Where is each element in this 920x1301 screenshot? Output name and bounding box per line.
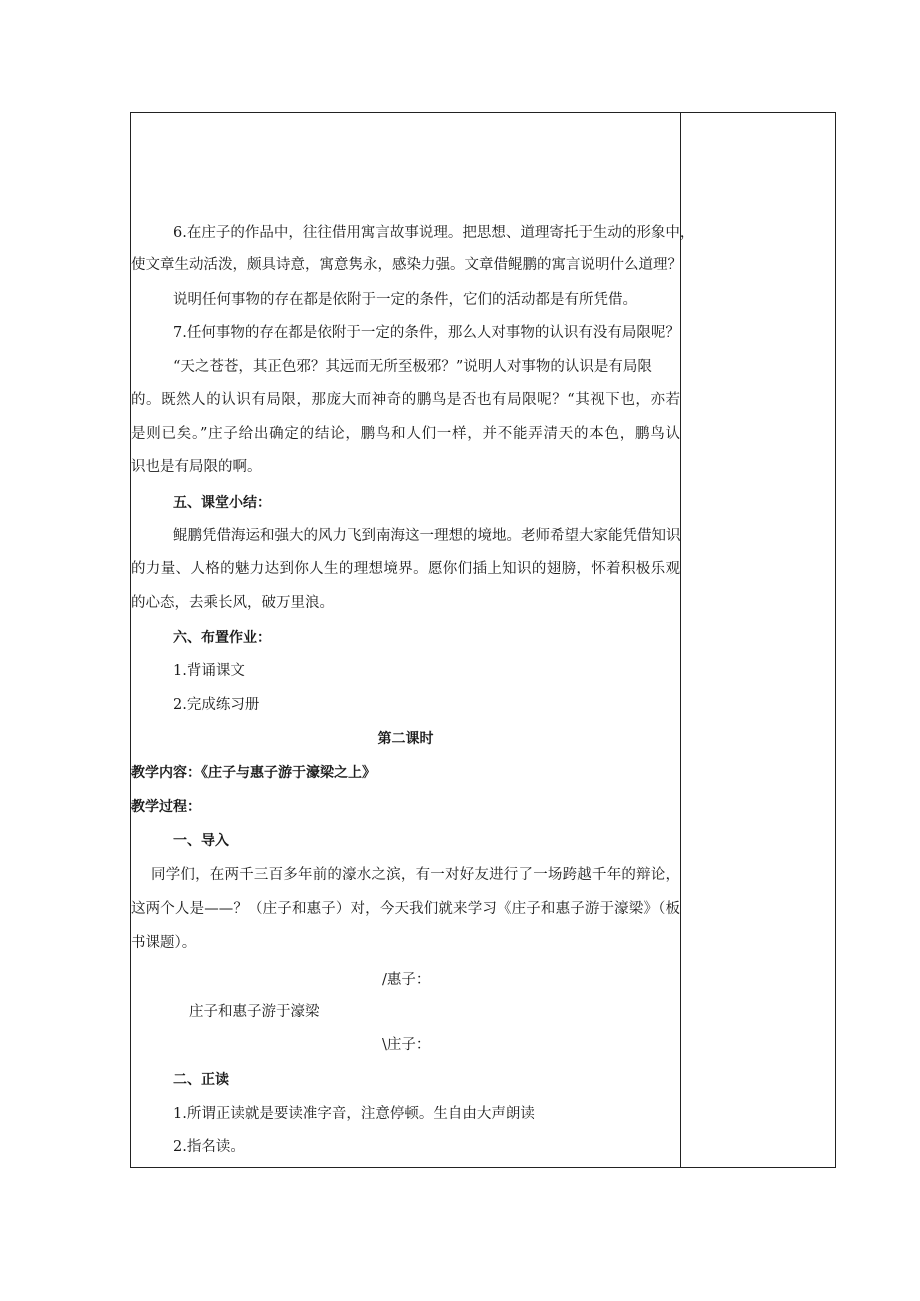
heading-intro: 一、导入: [173, 833, 229, 849]
homework-item-1: 1.背诵课文: [173, 663, 245, 679]
reading-item-2: 2.指名读。: [173, 1139, 245, 1155]
answer-7-line-1: “天之苍苍，其正色邪？其远而无所至极邪？”说明人对事物的认识是有局限: [173, 359, 652, 375]
lesson-plan-table: [130, 112, 836, 1168]
teaching-content-label: 教学内容：《庄子与惠子游于濠梁之上》: [131, 765, 376, 781]
question-6: 6.在庄子的作品中，往往借用寓言故事说理。把思想、道理寄托于生动的形象中，: [173, 225, 695, 241]
intro-line-3: 书课题）。: [131, 935, 197, 951]
teaching-process-label: 教学过程：: [131, 799, 201, 815]
question-7: 7.任何事物的存在都是依附于一定的条件，那么人对事物的认识有没有局限呢？: [173, 325, 680, 341]
board-plan-top: /惠子：: [382, 972, 431, 988]
heading-summary: 五、课堂小结：: [173, 495, 271, 511]
answer-7-line-4: 识也是有局限的啊。: [131, 459, 262, 475]
answer-7-line-2: 的。既然人的认识有局限，那庞大而神奇的鹏鸟是否也有局限呢？“其视下也，亦若: [131, 392, 680, 408]
intro-line-2: 这两个人是——？（庄子和惠子）对，今天我们就来学习《庄子和惠子游于濠梁》（板: [131, 901, 680, 917]
answer-7-line-3: 是则已矣。”庄子给出确定的结论，鹏鸟和人们一样，并不能弄清天的本色，鹏鸟认: [131, 426, 680, 442]
summary-line-3: 的心态，去乘长风，破万里浪。: [131, 595, 334, 611]
summary-line-1: 鲲鹏凭借海运和强大的风力飞到南海这一理想的境地。老师希望大家能凭借知识: [173, 528, 681, 544]
period-title: 第二课时: [377, 731, 434, 747]
homework-item-2: 2.完成练习册: [173, 697, 260, 713]
intro-line-1: 同学们，在两千三百多年前的濠水之滨，有一对好友进行了一场跨越千年的辩论，: [151, 867, 680, 883]
heading-reading: 二、正读: [173, 1072, 229, 1088]
summary-line-2: 的力量、人格的魅力达到你人生的理想境界。愿你们插上知识的翅膀，怀着积极乐观: [131, 561, 680, 577]
question-6-continued: 使文章生动活泼，颇具诗意，寓意隽永，感染力强。文章借鲲鹏的寓言说明什么道理？: [131, 257, 682, 273]
answer-6: 说明任何事物的存在都是依附于一定的条件，它们的活动都是有所凭借。: [173, 292, 637, 308]
board-plan-bottom: \庄子：: [382, 1037, 431, 1053]
lesson-content-cell: [131, 113, 695, 1167]
board-plan-title: 庄子和惠子游于濠梁: [189, 1004, 320, 1020]
reading-item-1: 1.所谓正读就是要读准字音，注意停顿。生自由大声朗读: [173, 1106, 535, 1122]
heading-homework: 六、布置作业：: [173, 630, 271, 646]
